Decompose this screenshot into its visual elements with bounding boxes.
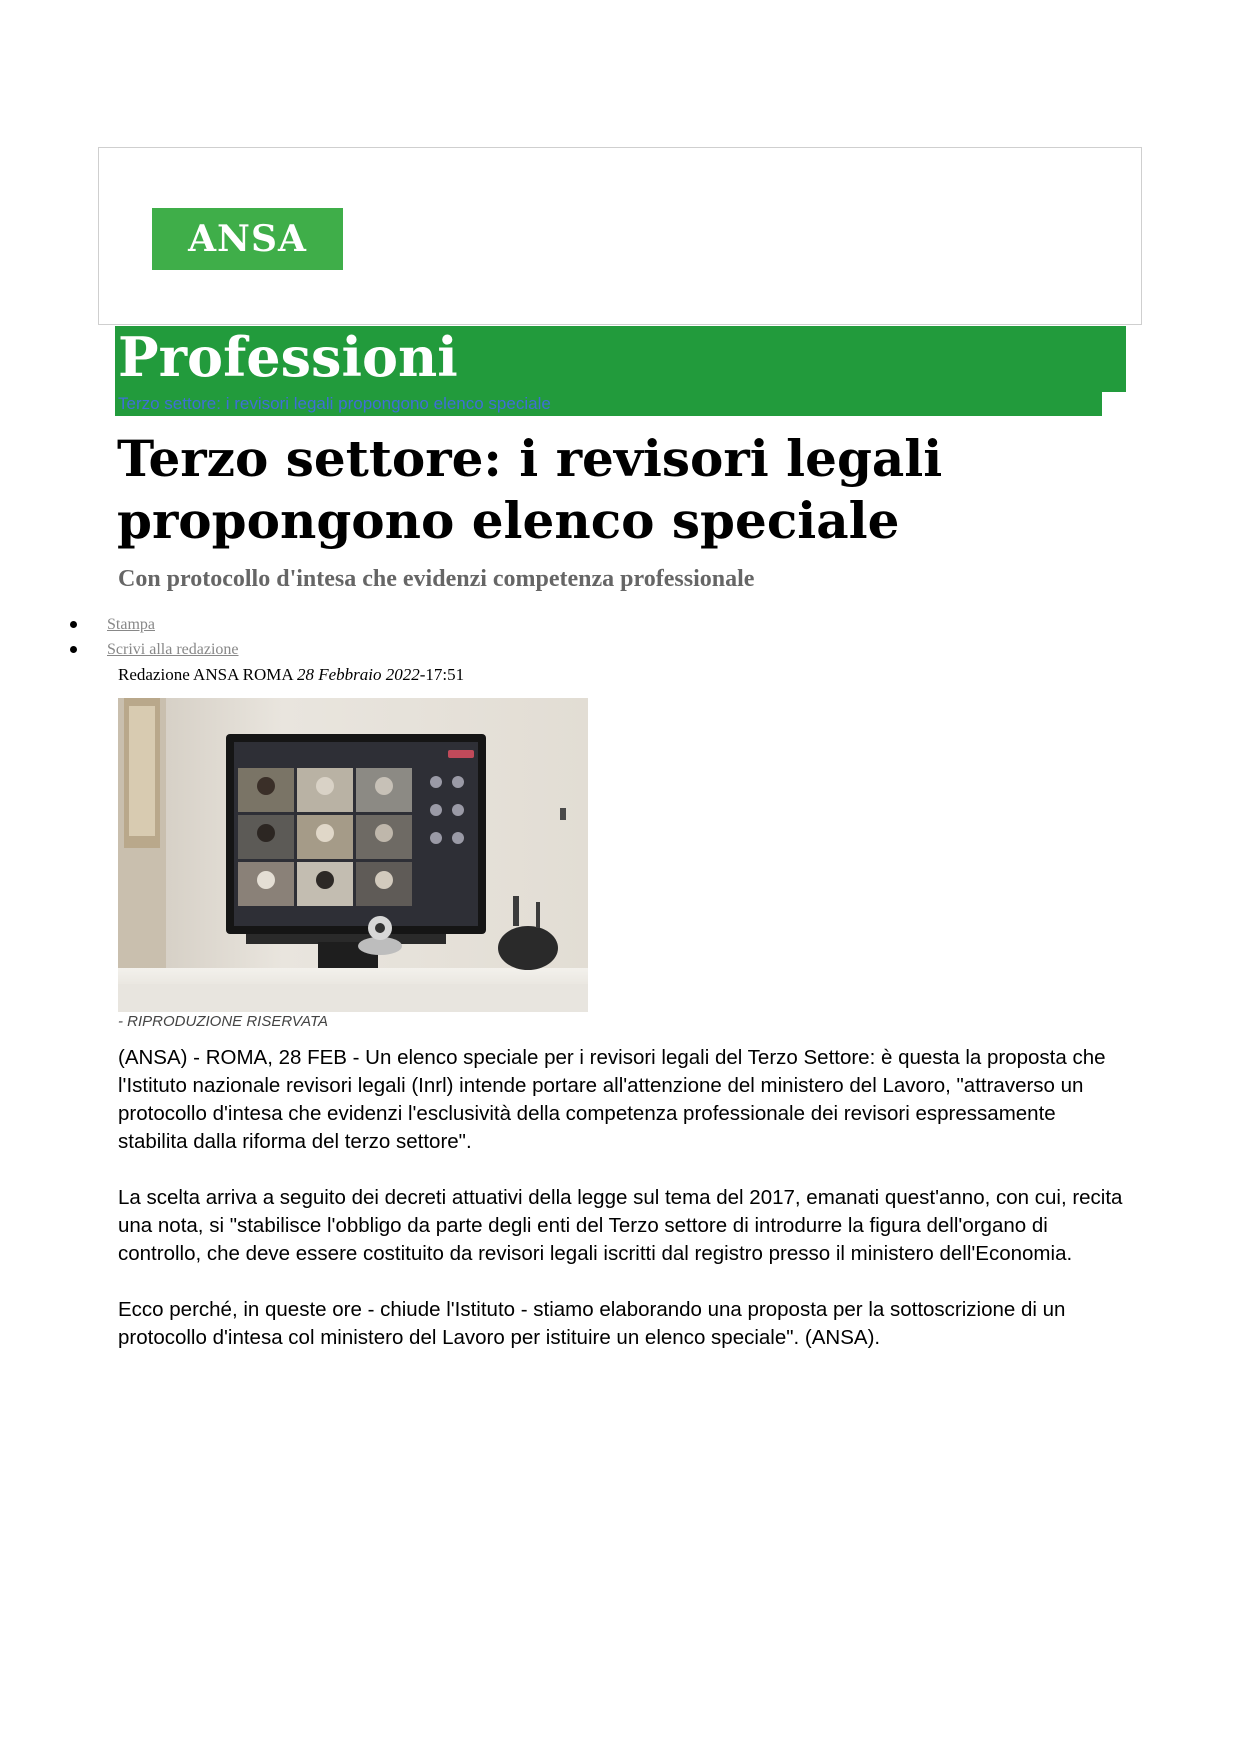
article-paragraph: Ecco perché, in queste ore - chiude l'Istituto - stiamo elaborando una proposta per la sottoscrizione di un protocollo d'intesa col ministero del Lavoro per istituire un elenco speciale". (ANSA). — [118, 1298, 1066, 1349]
article-tools — [66, 612, 239, 662]
article-photo — [118, 698, 588, 1012]
print-link[interactable]: Stampa — [107, 616, 155, 633]
logo-text: ANSA — [188, 218, 307, 260]
masthead — [98, 147, 1142, 325]
byline-date: 28 Febbraio 2022 — [296, 665, 420, 684]
article-headline: Terzo settore: i revisori legali propongono elenco speciale — [117, 429, 943, 550]
article-paragraph: (ANSA) - ROMA, 28 FEB - Un elenco speciale per i revisori legali del Terzo Settore: è questa la proposta che l'Istituto nazionale revisori legali (Inrl) intende portare all'attenzione del ministero del Lavoro, "attraverso un protocollo d'intesa che evidenzi l'esclusività della competenza professionale dei revisori espressamente stabilita dalla riforma del terzo settore". — [118, 1046, 1106, 1153]
image-caption: - RIPRODUZIONE RISERVATA — [118, 1013, 329, 1030]
article-paragraph: La scelta arriva a seguito dei decreti attuativi della legge sul tema del 2017, emanati quest'anno, con cui, recita una nota, si "stabilisce l'obbligo da parte degli enti del Terzo settore di introdurre la figura dell'organo di controllo, che deve essere costituito da revisori legali iscritti dal registro presso il ministero dell'Economia. — [118, 1186, 1123, 1265]
bullet-icon — [70, 646, 77, 653]
byline-author: Redazione ANSA ROMA — [118, 665, 293, 684]
article-body — [118, 1044, 1128, 1380]
byline-time: -17:51 — [419, 665, 465, 684]
ansa-logo[interactable] — [152, 208, 343, 270]
tool-item-write — [66, 637, 239, 662]
write-to-editors-link[interactable]: Scrivi alla redazione — [107, 641, 239, 658]
bullet-icon — [70, 621, 77, 628]
section-bar — [115, 326, 1126, 392]
video-tiles — [238, 768, 412, 906]
breadcrumb-link[interactable]: Terzo settore: i revisori legali propongono elenco speciale — [118, 394, 551, 413]
breadcrumb — [115, 392, 1102, 416]
article-subhead: Con protocollo d'intesa che evidenzi competenza professionale — [118, 566, 755, 592]
tool-item-print — [66, 612, 239, 637]
section-title[interactable]: Professioni — [118, 325, 458, 389]
video-conference-illustration — [118, 698, 588, 1012]
byline — [118, 664, 464, 686]
